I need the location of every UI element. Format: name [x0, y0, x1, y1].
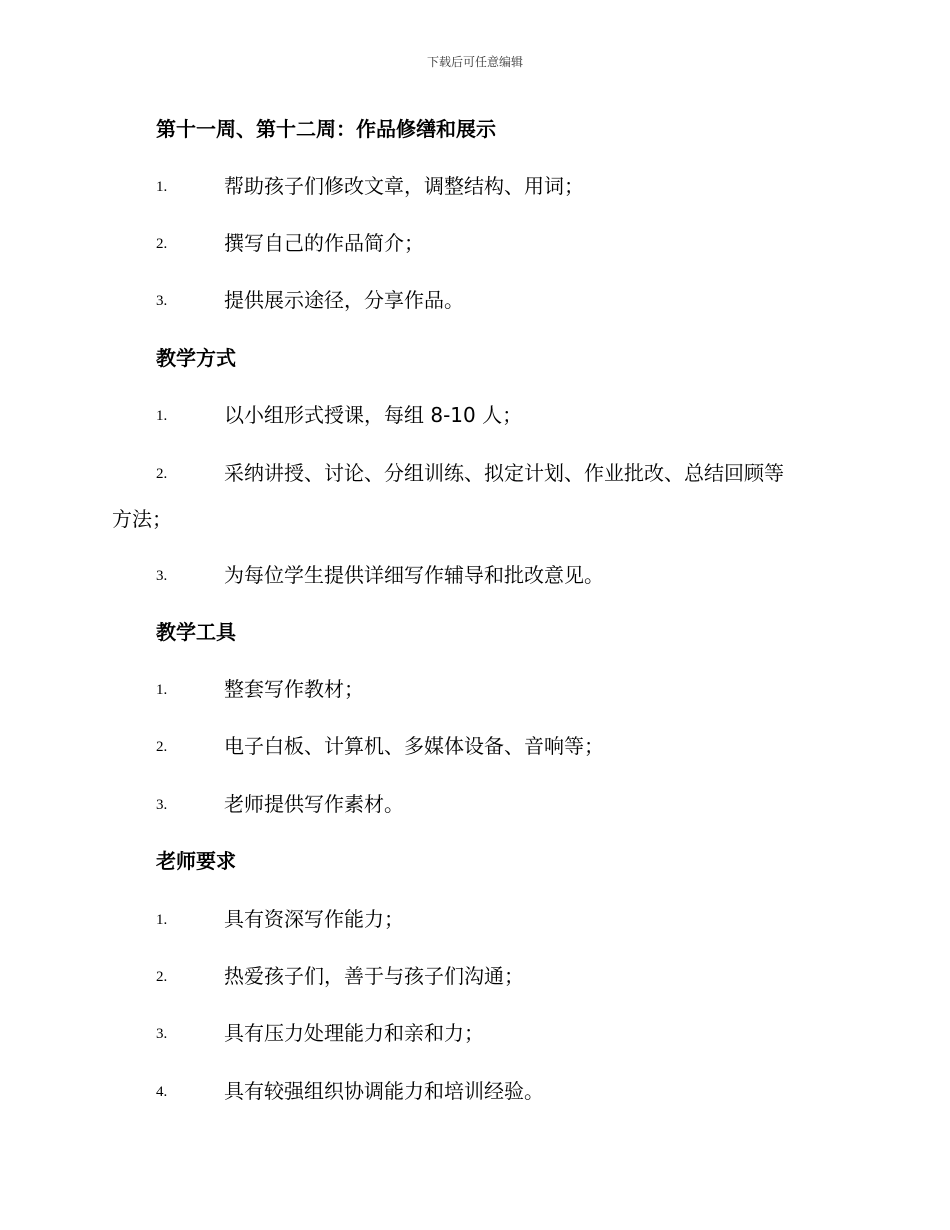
list-item-text: 以小组形式授课，每组 8-10 人； — [224, 403, 523, 427]
list-item-text: 采纳讲授、讨论、分组训练、拟定计划、作业批改、总结回顾等 — [224, 461, 784, 485]
list-item-text: 电子白板、计算机、多媒体设备、音响等； — [224, 734, 604, 758]
list-item-number: 3. — [156, 1026, 168, 1042]
section-heading-teaching-method: 教学方式 — [156, 346, 236, 370]
list-item-text: 为每位学生提供详细写作辅导和批改意见。 — [224, 563, 604, 587]
list-item-number: 1. — [156, 912, 168, 928]
list-item-text: 提供展示途径，分享作品。 — [224, 288, 464, 312]
list-item-number: 3. — [156, 797, 168, 813]
list-item-number: 3. — [156, 293, 168, 309]
list-item-text-continuation: 方法； — [112, 507, 172, 531]
list-item-number: 2. — [156, 969, 168, 985]
list-item-text: 热爱孩子们，善于与孩子们沟通； — [224, 964, 524, 988]
list-item-number: 3. — [156, 568, 168, 584]
list-item-number: 2. — [156, 739, 168, 755]
list-item-text: 撰写自己的作品简介； — [224, 231, 424, 255]
list-item-number: 2. — [156, 236, 168, 252]
list-item-text: 具有压力处理能力和亲和力； — [224, 1021, 484, 1045]
header-note: 下载后可任意编辑 — [426, 55, 523, 69]
list-item-text: 帮助孩子们修改文章，调整结构、用词； — [224, 174, 584, 198]
section-heading-teaching-tools: 教学工具 — [156, 620, 236, 644]
section-heading-teacher-requirements: 老师要求 — [156, 849, 236, 873]
list-item-number: 1. — [156, 682, 168, 698]
list-item-number: 2. — [156, 466, 168, 482]
list-item-text: 具有资深写作能力； — [224, 907, 404, 931]
list-item-text: 整套写作教材； — [224, 677, 364, 701]
section-heading-works: 第十一周、第十二周：作品修缮和展示 — [156, 117, 496, 141]
list-item-number: 4. — [156, 1084, 168, 1100]
list-item-text: 具有较强组织协调能力和培训经验。 — [224, 1079, 544, 1103]
list-item-number: 1. — [156, 179, 168, 195]
list-item-text: 老师提供写作素材。 — [224, 792, 404, 816]
list-item-number: 1. — [156, 408, 168, 424]
